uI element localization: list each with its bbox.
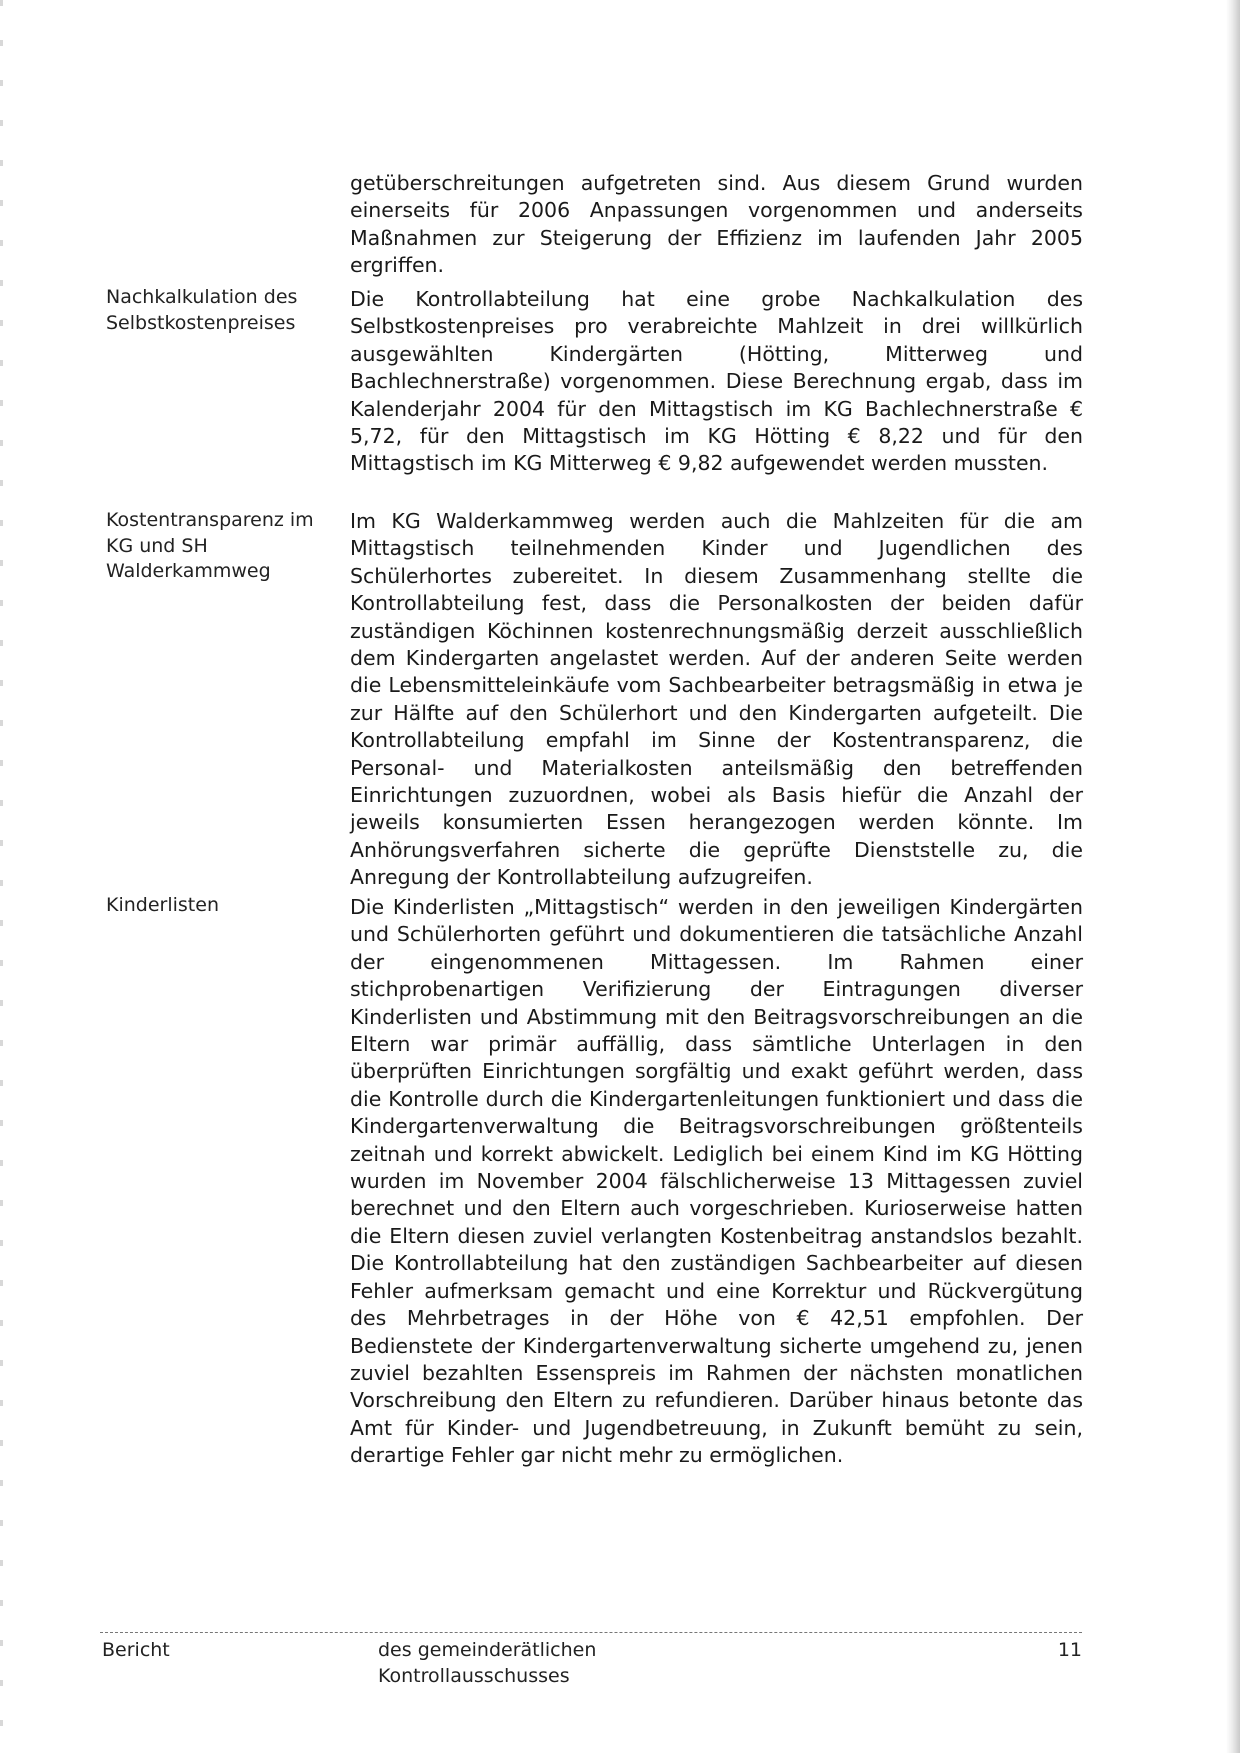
side-label-kinderlisten: Kinderlisten [106, 894, 219, 916]
footer-divider [100, 1632, 1082, 1633]
scan-edge-left [0, 0, 3, 1753]
scan-edge-right [1226, 0, 1240, 1753]
paragraph-continuation: getüberschreitungen aufgetreten sind. Aus diesem Grund wurden einerseits für 2006 Anpassungen vorgenommen und anderseits Maßnahmen zur Steigerung der Effizienz im laufenden Jahr 2005 ergriffen. [350, 171, 1083, 278]
footer-title: des gemeinderätlichen Kontrollausschusses [378, 1639, 597, 1687]
side-label-nachkalkulation: Nachkalkulation des Selbstkostenpreises [106, 286, 298, 334]
paragraph-kinderlisten: Die Kinderlisten „Mittagstisch“ werden in den jeweiligen Kindergärten und Schülerhorten geführt und dokumentieren die tatsächliche Anzahl der eingenommenen Mittagessen. Im Rahmen einer stichprobenartigen Verifizierung der Eintragungen diverser Kinderlisten und Abstimmung mit den Beitragsvorschreibungen an die Eltern war primär auffällig, dass sämtliche Unterlagen in den überprüften Einrichtungen sorgfältig und exakt geführt werden, dass die Kontrolle durch die Kindergartenleitungen funktioniert und dass die Kindergartenverwaltung die Beitragsvorschreibungen größtenteils zeitnah und korrekt abwickelt. Lediglich bei einem Kind im KG Hötting wurden im November 2004 fälschlicherweise 13 Mittagessen zuviel berechnet und den Eltern auch vorgeschrieben. Kurioserweise hatten die Eltern diesen zuviel verlangten Kostenbeitrag anstandslos bezahlt. Die Kontrollabteilung hat den zuständigen Sachbearbeiter auf diesen Fehler aufmerksam gemacht und eine Korrektur und Rückvergütung des Mehrbetrages in der Höhe von € 42,51 empfohlen. Der Bedienstete der Kindergartenverwaltung sicherte umgehend zu, jenen zuviel bezahlten Essenspreis im Rahmen der nächsten monatlichen Vorschreibung den Eltern zu refundieren. Darüber hinaus betonte das Amt für Kinder- und Jugendbetreuung, in Zukunft bemüht zu sein, derartige Fehler gar nicht mehr zu ermöglichen. [350, 895, 1083, 1468]
side-label-kostentransparenz: Kostentransparenz im KG und SH Walderkammweg [106, 509, 314, 582]
footer-left: Bericht [102, 1639, 170, 1661]
paragraph-kostentransparenz: Im KG Walderkammweg werden auch die Mahlzeiten für die am Mittagstisch teilnehmenden Kinder und Jugendlichen des Schülerhortes zubereitet. In diesem Zusammenhang stellte die Kontrollabteilung fest, dass die Personalkosten der beiden dafür zuständigen Köchinnen kostenrechnungsmäßig derzeit ausschließlich dem Kindergarten angelastet werden. Auf der anderen Seite werden die Lebensmitteleinkäufe vom Sachbearbeiter betragsmäßig in etwa je zur Hälfte auf den Schülerhort und den Kindergarten aufgeteilt. Die Kontrollabteilung empfahl im Sinne der Kostentransparenz, die Personal- und Materialkosten anteilsmäßig den betreffenden Einrichtungen zuzuordnen, wobei als Basis hiefür die Anzahl der jeweils konsumierten Essen herangezogen werden könnte. Im Anhörungsverfahren sicherte die geprüfte Dienststelle zu, die Anregung der Kontrollabteilung aufzugreifen. [350, 509, 1083, 890]
page-number: 11 [1057, 1639, 1082, 1661]
paragraph-nachkalkulation: Die Kontrollabteilung hat eine grobe Nachkalkulation des Selbstkostenpreises pro verabreichte Mahlzeit in drei willkürlich ausgewählten Kindergärten (Hötting, Mitterweg und Bachlechnerstraße) vorgenommen. Diese Berechnung ergab, dass im Kalenderjahr 2004 für den Mittagstisch im KG Bachlechnerstraße € 5,72, für den Mittagstisch im KG Hötting € 8,22 und für den Mittagstisch im KG Mitterweg € 9,82 aufgewendet werden mussten. [350, 287, 1083, 476]
